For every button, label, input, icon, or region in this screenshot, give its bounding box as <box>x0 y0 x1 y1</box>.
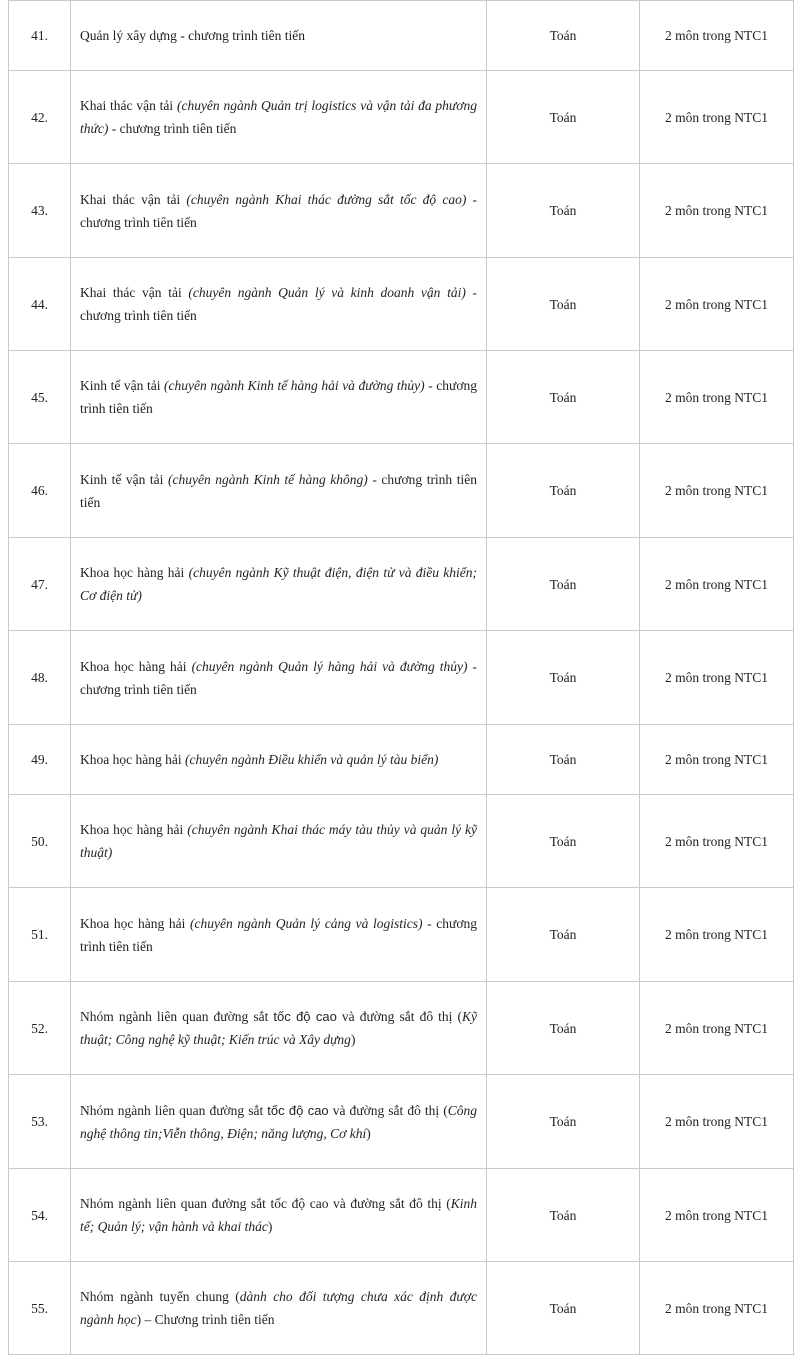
program-name-segment: Khai thác vận tải <box>80 98 177 113</box>
program-name <box>71 351 487 444</box>
program-name-segment: - chương trình tiên tiến <box>80 915 477 954</box>
table-row <box>9 258 794 351</box>
program-name-segment: Khoa học hàng hải <box>80 822 188 837</box>
program-name-segment: Kinh tế; Quản lý; vận hành và khai thác <box>80 1196 477 1234</box>
program-name-segment: Công nghệ thông tin;Viễn thông, Điện; năng lượng, Cơ khí <box>80 1102 477 1141</box>
program-name-segment: Nhóm ngành liên quan đường sắt <box>80 1009 274 1024</box>
row-number: 55. <box>9 1262 71 1355</box>
other-subjects: 2 môn trong NTC1 <box>640 71 794 164</box>
required-subject: Toán <box>487 1262 640 1355</box>
program-name-segment: - chương trình tiên tiến <box>80 658 478 697</box>
other-subjects: 2 môn trong NTC1 <box>640 538 794 631</box>
program-name <box>71 725 487 795</box>
required-subject: Toán <box>487 631 640 725</box>
program-name-segment: Khoa học hàng hải <box>80 752 185 767</box>
program-name <box>71 888 487 982</box>
program-name <box>71 1075 487 1169</box>
table-row <box>9 1169 794 1262</box>
program-name <box>71 631 487 725</box>
row-number: 42. <box>9 71 71 164</box>
program-name-segment: (chuyên ngành Điều khiển và quản lý tàu biển) <box>184 752 439 767</box>
table-row <box>9 982 794 1075</box>
program-name-segment: Khoa học hàng hải <box>80 565 189 580</box>
other-subjects: 2 môn trong NTC1 <box>640 1 794 71</box>
program-name <box>71 1262 487 1355</box>
row-number: 44. <box>9 258 71 351</box>
program-name-segment: ) <box>267 1219 273 1234</box>
row-number: 47. <box>9 538 71 631</box>
program-name-segment: (chuyên ngành Khai thác máy tàu thủy và quản lý kỹ thuật) <box>80 822 477 860</box>
program-name-segment: Kinh tế vận tải <box>80 471 168 487</box>
other-subjects: 2 môn trong NTC1 <box>640 1169 794 1262</box>
table-row <box>9 631 794 725</box>
row-number: 49. <box>9 725 71 795</box>
other-subjects: 2 môn trong NTC1 <box>640 351 794 444</box>
program-name-segment: (chuyên ngành Quản lý cảng và logistics) <box>190 915 423 931</box>
program-name-segment: Kinh tế vận tải <box>80 378 165 393</box>
program-name <box>71 538 487 631</box>
required-subject: Toán <box>487 982 640 1075</box>
other-subjects: 2 môn trong NTC1 <box>640 982 794 1075</box>
table-row <box>9 538 794 631</box>
program-name-segment: (chuyên ngành Quản lý và kinh doanh vận tải) <box>188 285 466 300</box>
program-name-segment: Kỹ thuật; Công nghệ kỹ thuật; Kiến trúc và Xây dựng <box>80 1009 477 1047</box>
program-table <box>8 0 794 1355</box>
row-number: 43. <box>9 164 71 258</box>
other-subjects: 2 môn trong NTC1 <box>640 795 794 888</box>
program-name-segment: Khai thác vận tải <box>80 191 187 207</box>
other-subjects: 2 môn trong NTC1 <box>640 888 794 982</box>
program-name <box>71 164 487 258</box>
required-subject: Toán <box>487 444 640 538</box>
program-name-segment: Khoa học hàng hải <box>80 658 192 674</box>
table-row <box>9 725 794 795</box>
program-name <box>71 258 487 351</box>
row-number: 54. <box>9 1169 71 1262</box>
required-subject: Toán <box>487 725 640 795</box>
required-subject: Toán <box>487 1 640 71</box>
program-name-segment: (chuyên ngành Kinh tế hàng không) <box>168 471 368 487</box>
program-name-segment: (chuyên ngành Kinh tế hàng hải và đường thủy) <box>164 378 425 393</box>
row-number: 41. <box>9 1 71 71</box>
required-subject: Toán <box>487 258 640 351</box>
other-subjects: 2 môn trong NTC1 <box>640 631 794 725</box>
program-name-segment: Nhóm ngành liên quan đường sắt <box>80 1102 268 1118</box>
other-subjects: 2 môn trong NTC1 <box>640 1075 794 1169</box>
program-name-segment: - chương trình tiên tiến <box>80 378 477 416</box>
program-name <box>71 982 487 1075</box>
required-subject: Toán <box>487 795 640 888</box>
program-name-segment: - chương trình tiên tiến <box>80 191 477 230</box>
table-row <box>9 888 794 982</box>
table-row <box>9 71 794 164</box>
program-name-segment: Khoa học hàng hải <box>80 915 191 931</box>
program-name <box>71 1 487 71</box>
program-name-segment: - chương trình tiên tiến <box>108 121 237 136</box>
program-table-body <box>9 1 794 1355</box>
program-name-segment: Nhóm ngành tuyển chung ( <box>80 1289 240 1304</box>
program-name-segment: tốc độ cao <box>267 1102 329 1118</box>
program-name-segment: ) <box>350 1032 356 1047</box>
program-name-segment: (chuyên ngành Quản lý hàng hải và đường thủy) <box>191 658 468 674</box>
program-name-segment: (chuyên ngành Quản trị logistics và vận tải đa phương thức) <box>80 98 478 136</box>
other-subjects: 2 môn trong NTC1 <box>640 1262 794 1355</box>
program-name <box>71 795 487 888</box>
required-subject: Toán <box>487 351 640 444</box>
program-name <box>71 1169 487 1262</box>
required-subject: Toán <box>487 71 640 164</box>
table-row <box>9 795 794 888</box>
program-name-segment: dành cho đối tượng chưa xác định được ngành học <box>80 1289 477 1327</box>
table-row <box>9 351 794 444</box>
row-number: 45. <box>9 351 71 444</box>
table-row <box>9 1075 794 1169</box>
table-row <box>9 1 794 71</box>
row-number: 50. <box>9 795 71 888</box>
other-subjects: 2 môn trong NTC1 <box>640 164 794 258</box>
program-name-segment: tốc độ cao <box>273 1009 337 1024</box>
table-row <box>9 1262 794 1355</box>
required-subject: Toán <box>487 538 640 631</box>
program-name-segment: và đường sắt đô thị ( <box>336 1009 462 1024</box>
program-name-segment: Quản lý xây dựng - chương trình tiên tiến <box>80 28 305 43</box>
other-subjects: 2 môn trong NTC1 <box>640 725 794 795</box>
table-row <box>9 444 794 538</box>
row-number: 52. <box>9 982 71 1075</box>
program-name-segment: - chương trình tiên tiến <box>80 471 477 510</box>
row-number: 53. <box>9 1075 71 1169</box>
other-subjects: 2 môn trong NTC1 <box>640 444 794 538</box>
program-name-segment: - chương trình tiên tiến <box>80 285 478 323</box>
program-name-segment: Nhóm ngành liên quan đường sắt tốc độ cao và đường sắt đô thị ( <box>80 1196 451 1211</box>
required-subject: Toán <box>487 164 640 258</box>
table-row <box>9 164 794 258</box>
other-subjects: 2 môn trong NTC1 <box>640 258 794 351</box>
program-name-segment: và đường sắt đô thị ( <box>328 1102 448 1118</box>
program-name-segment: (chuyên ngành Kỹ thuật điện, điện tử và điều khiển; Cơ điện tử) <box>80 565 478 603</box>
program-name-segment: ) <box>366 1125 371 1141</box>
row-number: 48. <box>9 631 71 725</box>
program-name-segment: Khai thác vận tải <box>80 285 189 300</box>
required-subject: Toán <box>487 1075 640 1169</box>
program-name <box>71 444 487 538</box>
row-number: 51. <box>9 888 71 982</box>
program-name <box>71 71 487 164</box>
program-name-segment: ) – Chương trình tiên tiến <box>136 1312 275 1327</box>
program-name-segment: (chuyên ngành Khai thác đường sắt tốc độ cao) <box>186 191 467 207</box>
row-number: 46. <box>9 444 71 538</box>
required-subject: Toán <box>487 1169 640 1262</box>
required-subject: Toán <box>487 888 640 982</box>
